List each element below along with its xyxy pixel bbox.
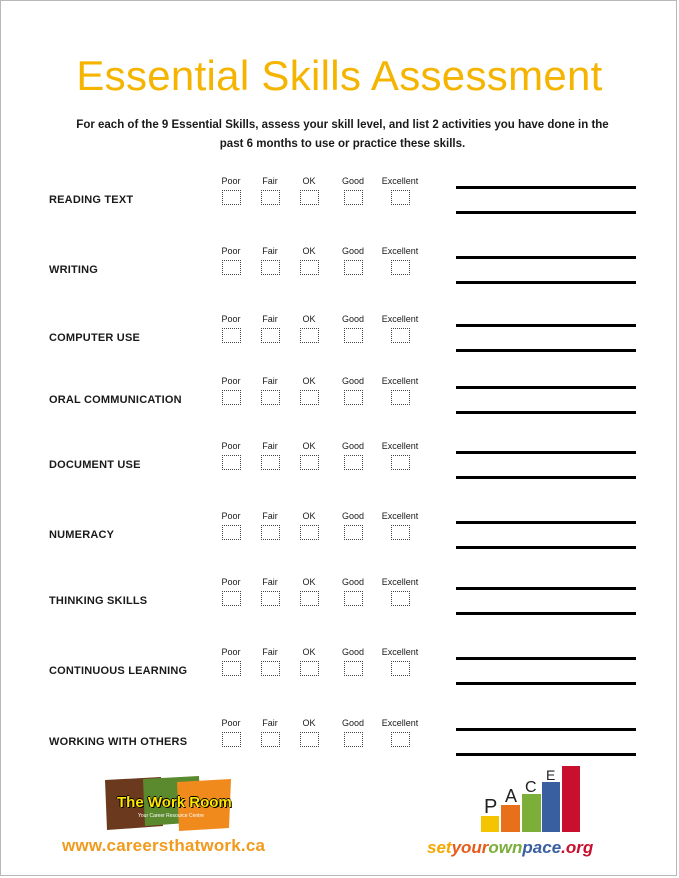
activity-line-1[interactable] (456, 256, 636, 259)
skill-row (0, 573, 679, 633)
rating-checkbox[interactable] (344, 661, 363, 676)
rating-checkbox[interactable] (222, 732, 241, 747)
rating-option (380, 314, 420, 343)
rating-option (211, 718, 251, 747)
rating-option (333, 647, 373, 676)
rating-label: Good (341, 511, 365, 521)
rating-checkbox[interactable] (344, 525, 363, 540)
skill-row (0, 372, 679, 432)
rating-option (333, 511, 373, 540)
pace-bar-3 (522, 794, 541, 832)
rating-checkbox[interactable] (344, 328, 363, 343)
rating-checkbox[interactable] (391, 190, 410, 205)
rating-option (250, 511, 290, 540)
rating-option (289, 314, 329, 343)
activity-line-2[interactable] (456, 546, 636, 549)
rating-checkbox[interactable] (261, 190, 280, 205)
rating-label: Good (341, 376, 365, 386)
rating-label: Poor (221, 246, 241, 256)
rating-label: Fair (262, 246, 278, 256)
rating-option (380, 647, 420, 676)
rating-label: Fair (262, 647, 278, 657)
skill-row (0, 507, 679, 567)
careers-url: www.careersthatwork.ca (62, 836, 266, 855)
rating-label: Poor (221, 718, 241, 728)
activity-line-1[interactable] (456, 451, 636, 454)
rating-option (289, 577, 329, 606)
pace-url-your: your (451, 838, 489, 857)
rating-label: Excellent (381, 511, 419, 521)
pace-url-pace: pace (522, 838, 562, 857)
rating-option (333, 376, 373, 405)
activity-line-1[interactable] (456, 186, 636, 189)
rating-checkbox[interactable] (300, 455, 319, 470)
rating-checkbox[interactable] (344, 591, 363, 606)
rating-label: Fair (262, 577, 278, 587)
rating-checkbox[interactable] (391, 260, 410, 275)
rating-option (211, 246, 251, 275)
rating-label: Good (341, 314, 365, 324)
rating-checkbox[interactable] (300, 525, 319, 540)
rating-label: OK (302, 718, 316, 728)
skill-name: DOCUMENT USE (49, 459, 141, 471)
rating-label: Good (341, 647, 365, 657)
rating-option (289, 246, 329, 275)
rating-label: Excellent (381, 577, 419, 587)
rating-label: Poor (221, 441, 241, 451)
rating-checkbox[interactable] (300, 732, 319, 747)
pace-logo (478, 764, 582, 834)
rating-checkbox[interactable] (300, 328, 319, 343)
rating-option (333, 718, 373, 747)
activity-line-2[interactable] (456, 476, 636, 479)
rating-checkbox[interactable] (300, 661, 319, 676)
rating-checkbox[interactable] (300, 591, 319, 606)
pace-url-set: set (427, 838, 452, 857)
rating-checkbox[interactable] (261, 390, 280, 405)
pace-url-org: .org (561, 838, 594, 857)
skill-name: WRITING (49, 264, 99, 276)
rating-checkbox[interactable] (391, 661, 410, 676)
rating-option (380, 718, 420, 747)
pace-bar-4 (542, 782, 560, 832)
rating-label: OK (302, 246, 316, 256)
rating-label: Good (341, 246, 365, 256)
rating-label: Excellent (381, 246, 419, 256)
rating-label: OK (302, 441, 316, 451)
rating-option (211, 511, 251, 540)
rating-option (250, 376, 290, 405)
rating-label: Fair (262, 441, 278, 451)
pace-letter-a: A (505, 786, 518, 806)
pace-bar-1 (481, 816, 499, 832)
rating-label: Poor (221, 647, 241, 657)
activity-line-2[interactable] (456, 281, 636, 284)
skill-name: THINKING SKILLS (49, 595, 148, 607)
rating-checkbox[interactable] (344, 732, 363, 747)
rating-checkbox[interactable] (261, 328, 280, 343)
rating-label: Fair (262, 376, 278, 386)
rating-checkbox[interactable] (222, 328, 241, 343)
rating-checkbox[interactable] (222, 190, 241, 205)
rating-option (333, 441, 373, 470)
activity-line-2[interactable] (456, 753, 636, 756)
rating-option (250, 314, 290, 343)
activity-line-1[interactable] (456, 587, 636, 590)
rating-option (380, 441, 420, 470)
rating-option (289, 647, 329, 676)
activity-line-2[interactable] (456, 349, 636, 352)
activity-line-1[interactable] (456, 324, 636, 327)
instructions-line-2: past 6 months to use or practice these skills. (219, 138, 466, 150)
rating-label: OK (302, 376, 316, 386)
rating-checkbox[interactable] (300, 190, 319, 205)
rating-checkbox[interactable] (300, 260, 319, 275)
activity-line-2[interactable] (456, 612, 636, 615)
rating-option (289, 718, 329, 747)
skill-name: ORAL COMMUNICATION (49, 394, 182, 406)
rating-checkbox[interactable] (300, 390, 319, 405)
skill-name: READING TEXT (49, 194, 134, 206)
rating-option (211, 176, 251, 205)
skill-name: WORKING WITH OTHERS (49, 736, 188, 748)
rating-label: OK (302, 647, 316, 657)
rating-label: Poor (221, 511, 241, 521)
work-room-logo-text: The Work Room (117, 794, 232, 811)
rating-option (289, 376, 329, 405)
rating-option (380, 176, 420, 205)
rating-label: OK (302, 577, 316, 587)
rating-checkbox[interactable] (344, 455, 363, 470)
skill-row (0, 310, 679, 370)
instructions-line-1: For each of the 9 Essential Skills, assess your skill level, and list 2 activities you have done in the (76, 119, 609, 131)
rating-label: Good (341, 441, 365, 451)
skill-name: COMPUTER USE (49, 332, 141, 344)
rating-checkbox[interactable] (261, 732, 280, 747)
rating-option (250, 718, 290, 747)
rating-option (211, 647, 251, 676)
skill-row (0, 643, 679, 703)
rating-checkbox[interactable] (261, 525, 280, 540)
rating-checkbox[interactable] (391, 455, 410, 470)
rating-checkbox[interactable] (222, 525, 241, 540)
skill-row (0, 437, 679, 497)
activity-line-2[interactable] (456, 411, 636, 414)
rating-label: Fair (262, 176, 278, 186)
rating-checkbox[interactable] (391, 525, 410, 540)
rating-option (250, 577, 290, 606)
rating-option (333, 176, 373, 205)
skill-name: CONTINUOUS LEARNING (49, 665, 188, 677)
rating-label: Excellent (381, 176, 419, 186)
rating-option (289, 441, 329, 470)
rating-label: OK (302, 176, 316, 186)
rating-label: Good (341, 577, 365, 587)
rating-checkbox[interactable] (391, 390, 410, 405)
rating-label: Good (341, 718, 365, 728)
rating-option (289, 511, 329, 540)
rating-checkbox[interactable] (222, 591, 241, 606)
rating-checkbox[interactable] (222, 455, 241, 470)
rating-option (333, 577, 373, 606)
rating-checkbox[interactable] (222, 390, 241, 405)
pace-letter-c: C (525, 779, 537, 796)
rating-label: Excellent (381, 718, 419, 728)
rating-checkbox[interactable] (344, 390, 363, 405)
pace-letter-p: P (484, 796, 498, 818)
rating-option (211, 314, 251, 343)
rating-option (333, 246, 373, 275)
rating-label: Poor (221, 376, 241, 386)
instructions (70, 116, 615, 154)
rating-option (380, 511, 420, 540)
rating-checkbox[interactable] (344, 190, 363, 205)
pace-bar-2 (501, 805, 520, 832)
rating-label: Excellent (381, 314, 419, 324)
rating-checkbox[interactable] (222, 661, 241, 676)
rating-checkbox[interactable] (391, 328, 410, 343)
rating-checkbox[interactable] (261, 455, 280, 470)
rating-option (380, 577, 420, 606)
rating-option (380, 246, 420, 275)
rating-option (289, 176, 329, 205)
rating-label: Fair (262, 314, 278, 324)
rating-label: Good (341, 176, 365, 186)
rating-label: Poor (221, 577, 241, 587)
rating-option (211, 441, 251, 470)
work-room-logo-subtext: Your Career Resource Centre (138, 813, 204, 819)
rating-checkbox[interactable] (391, 732, 410, 747)
rating-option (211, 376, 251, 405)
rating-checkbox[interactable] (261, 260, 280, 275)
activity-line-1[interactable] (456, 728, 636, 731)
page-title: Essential Skills Assessment (76, 52, 603, 99)
rating-label: OK (302, 314, 316, 324)
rating-checkbox[interactable] (261, 661, 280, 676)
rating-option (333, 314, 373, 343)
activity-line-1[interactable] (456, 521, 636, 524)
rating-label: Poor (221, 314, 241, 324)
activity-line-2[interactable] (456, 682, 636, 685)
rating-label: OK (302, 511, 316, 521)
activity-line-1[interactable] (456, 386, 636, 389)
pace-bar-5 (562, 766, 580, 832)
rating-label: Excellent (381, 376, 419, 386)
rating-option (250, 246, 290, 275)
skill-row (0, 242, 679, 302)
pace-letter-e: E (546, 767, 556, 783)
skill-name: NUMERACY (49, 529, 115, 541)
rating-option (250, 176, 290, 205)
rating-label: Poor (221, 176, 241, 186)
rating-checkbox[interactable] (391, 591, 410, 606)
rating-checkbox[interactable] (344, 260, 363, 275)
pace-url (427, 838, 593, 858)
rating-option (380, 376, 420, 405)
activity-line-1[interactable] (456, 657, 636, 660)
activity-line-2[interactable] (456, 211, 636, 214)
rating-option (211, 577, 251, 606)
rating-label: Fair (262, 511, 278, 521)
skill-row (0, 172, 679, 232)
rating-checkbox[interactable] (261, 591, 280, 606)
rating-checkbox[interactable] (222, 260, 241, 275)
rating-label: Excellent (381, 647, 419, 657)
rating-option (250, 647, 290, 676)
rating-option (250, 441, 290, 470)
rating-label: Excellent (381, 441, 419, 451)
rating-label: Fair (262, 718, 278, 728)
pace-url-own: own (488, 838, 523, 857)
